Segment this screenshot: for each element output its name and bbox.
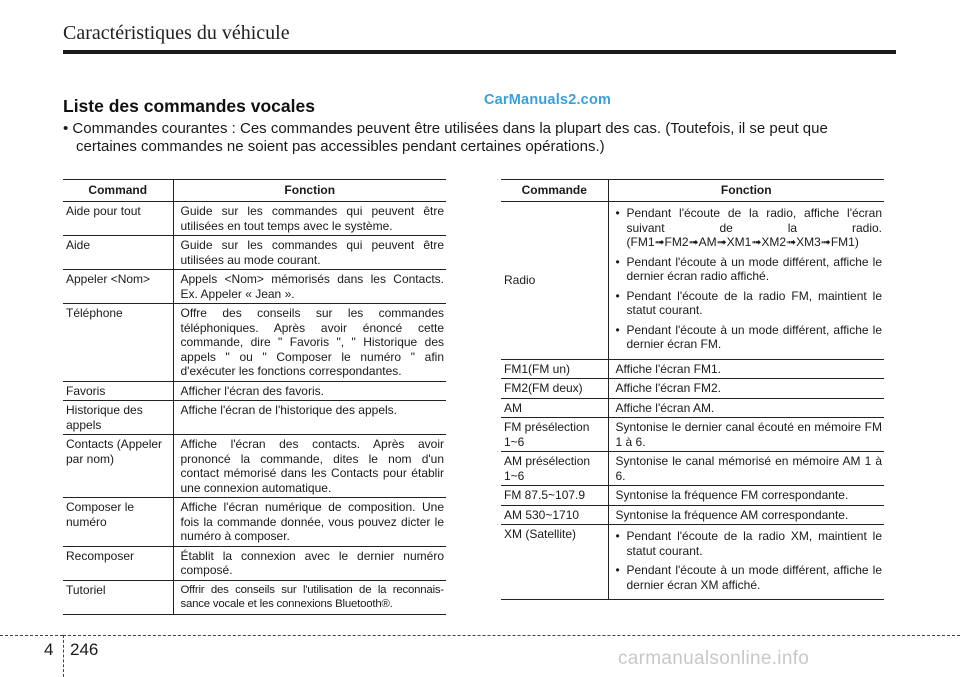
table-row: [63, 435, 446, 498]
table-row: [63, 202, 446, 236]
table-row: [63, 580, 446, 614]
list-item: • Pendant l'écoute de la radio, affiche l'écran suivant de la radio. (FM1➟FM2➟AM➟XM1➟XM2➟XM3➟FM1): [616, 206, 883, 250]
table-row: [501, 525, 884, 600]
intro-line-2: certaines commandes ne soient pas accessibles pendant certaines opérations.): [76, 138, 605, 155]
command-cell: Recomposer: [63, 546, 173, 580]
table-row: [501, 486, 884, 506]
function-cell: Affiche l'écran FM2.: [608, 379, 884, 399]
function-cell: [608, 525, 884, 600]
command-cell: FM 87.5~107.9: [501, 486, 608, 506]
function-cell: Affiche l'écran des contacts. Après avoir prononcé la commande, dites le nom d'un contact mémorisé dans les Contacts pour établir une connexion automatique.: [173, 435, 446, 498]
function-cell: Guide sur les commandes qui peuvent être utilisées en tout temps avec le système.: [173, 202, 446, 236]
page-header-title: Caractéristiques du véhicule: [63, 22, 290, 44]
table-row: [63, 546, 446, 580]
function-cell: Syntonise la fréquence FM correspondante.: [608, 486, 884, 506]
command-cell: Contacts (Appeler par nom): [63, 435, 173, 498]
list-item: • Pendant l'écoute de la radio XM, maintient le statut courant.: [616, 529, 883, 558]
function-cell: Affiche l'écran FM1.: [608, 359, 884, 379]
table-row: [501, 398, 884, 418]
command-cell: Radio: [501, 202, 608, 360]
watermark-bottom: carmanualsonline.info: [618, 648, 810, 669]
chapter-number: 4: [44, 640, 54, 659]
table-row: [63, 236, 446, 270]
section-title: Liste des commandes vocales: [63, 96, 315, 116]
function-cell: [608, 202, 884, 360]
command-cell: FM2(FM deux): [501, 379, 608, 399]
function-cell: Affiche l'écran AM.: [608, 398, 884, 418]
footer-divider: [63, 635, 64, 677]
column-header-function: Fonction: [608, 180, 884, 202]
command-cell: Aide: [63, 236, 173, 270]
table-row: [501, 452, 884, 486]
watermark-top: CarManuals2.com: [484, 92, 612, 108]
column-header-function: Fonction: [173, 180, 446, 202]
command-cell: FM1(FM un): [501, 359, 608, 379]
header-rule: [63, 50, 896, 54]
list-item: • Pendant l'écoute à un mode différent, affiche le dernier écran radio affiché.: [616, 255, 883, 284]
footer-rule: [63, 635, 960, 636]
table-row: [63, 270, 446, 304]
command-cell: Appeler <Nom>: [63, 270, 173, 304]
command-cell: AM 530~1710: [501, 505, 608, 525]
intro-line-1: • Commandes courantes : Ces commandes peuvent être utilisées dans la plupart des cas. (Toutefois, il se peut que: [63, 120, 828, 137]
command-cell: AM: [501, 398, 608, 418]
bullet-list: [616, 529, 883, 592]
list-item: • Pendant l'écoute de la radio FM, maintient le statut courant.: [616, 289, 883, 318]
function-cell: Offre des conseils sur les commandes téléphoniques. Après avoir énoncé cette commande, dire " Favoris ", " Historique des appels " ou " Composer le numéro " afin d'exécuter les fonctions correspondantes.: [173, 304, 446, 382]
function-cell: Appels <Nom> mémorisés dans les Contacts. Ex. Appeler « Jean ».: [173, 270, 446, 304]
command-cell: FM présélection 1~6: [501, 418, 608, 452]
function-cell: Syntonise le canal mémorisé en mémoire AM 1 à 6.: [608, 452, 884, 486]
list-item: • Pendant l'écoute à un mode différent, affiche le dernier écran XM affiché.: [616, 563, 883, 592]
table-header-row: [501, 180, 884, 202]
function-cell: Syntonise le dernier canal écouté en mémoire FM 1 à 6.: [608, 418, 884, 452]
command-cell: Aide pour tout: [63, 202, 173, 236]
function-cell: Offrir des conseils sur l'utilisation de la reconnais-sance vocale et les connexions Bluetooth®.: [173, 580, 446, 614]
page-number: 246: [70, 640, 99, 659]
list-item: • Pendant l'écoute à un mode différent, affiche le dernier écran FM.: [616, 323, 883, 352]
command-cell: XM (Satellite): [501, 525, 608, 600]
table-row: [501, 418, 884, 452]
command-cell: AM présélection 1~6: [501, 452, 608, 486]
table-row: [501, 505, 884, 525]
function-cell: Syntonise la fréquence AM correspondante.: [608, 505, 884, 525]
footer-rule: [0, 635, 63, 636]
function-cell: Guide sur les commandes qui peuvent être utilisées au mode courant.: [173, 236, 446, 270]
common-commands-table: [63, 179, 446, 615]
command-cell: Composer le numéro: [63, 498, 173, 547]
function-cell: Affiche l'écran de l'historique des appels.: [173, 401, 446, 435]
function-cell: Établit la connexion avec le dernier numéro composé.: [173, 546, 446, 580]
column-header-command: Command: [63, 180, 173, 202]
table-header-row: [63, 180, 446, 202]
command-cell: Téléphone: [63, 304, 173, 382]
bullet-list: [616, 206, 883, 352]
table-row: [63, 498, 446, 547]
command-cell: Tutoriel: [63, 580, 173, 614]
table-row: [501, 202, 884, 360]
command-cell: Historique des appels: [63, 401, 173, 435]
table-row: [63, 304, 446, 382]
column-header-command: Commande: [501, 180, 608, 202]
function-cell: Affiche l'écran numérique de composition. Une fois la commande donnée, vous pouvez dicter le numéro à composer.: [173, 498, 446, 547]
table-row: [501, 359, 884, 379]
radio-commands-table: [501, 179, 884, 600]
command-cell: Favoris: [63, 381, 173, 401]
table-row: [63, 401, 446, 435]
table-row: [501, 379, 884, 399]
function-cell: Afficher l'écran des favoris.: [173, 381, 446, 401]
table-row: [63, 381, 446, 401]
intro-paragraph: [63, 120, 897, 156]
